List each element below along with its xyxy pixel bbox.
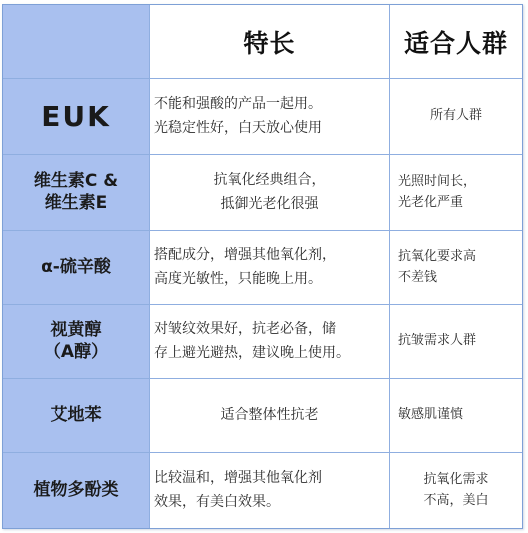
row-group-idebenone — [390, 379, 522, 453]
row-group-retinol — [390, 305, 522, 379]
row-name-line: EUK — [41, 100, 111, 133]
feature-line: 效果，有美白效果。 — [154, 493, 280, 510]
feature-line: 对皱纹效果好，抗老必备，储 — [154, 320, 336, 337]
row-name-line: （A醇） — [43, 341, 109, 362]
row-feature-retinol — [150, 305, 390, 379]
row-group-euk — [390, 79, 522, 155]
row-name-line: 艾地苯 — [50, 404, 102, 425]
comparison-table — [2, 4, 523, 529]
row-name-plant-polyphenols — [3, 453, 150, 528]
row-name-euk — [3, 79, 150, 155]
row-name-line: 植物多酚类 — [33, 479, 119, 500]
row-feature-vitamin-ce — [150, 155, 390, 231]
group-line: 光照时间长， — [398, 173, 477, 189]
feature-line: 抵御光老化很强 — [220, 195, 319, 212]
feature-line: 存上避光避热，建议晚上使用。 — [154, 344, 350, 361]
row-feature-idebenone — [150, 379, 390, 453]
feature-line: 比较温和，增强其他氧化剂 — [154, 469, 322, 486]
group-line: 所有人群 — [429, 108, 482, 124]
group-line: 抗氧化需求 — [423, 471, 489, 487]
header-feature: 特长 — [150, 5, 390, 79]
header-suitable-group: 适合人群 — [390, 5, 522, 79]
row-name-vitamin-ce — [3, 155, 150, 231]
row-group-alpha-lipoic-acid — [390, 231, 522, 305]
feature-line: 搭配成分，增强其他氧化剂， — [154, 246, 336, 263]
row-feature-euk — [150, 79, 390, 155]
row-group-vitamin-ce — [390, 155, 522, 231]
row-name-line: α-硫辛酸 — [41, 256, 111, 277]
group-line: 抗氧化要求高 — [398, 248, 477, 264]
feature-line: 不能和强酸的产品一起用。 — [154, 95, 322, 112]
group-line: 不高，美白 — [423, 492, 489, 508]
row-feature-plant-polyphenols — [150, 453, 390, 528]
row-name-line: 维生素E — [44, 192, 108, 213]
feature-line: 高度光敏性，只能晚上用。 — [154, 270, 322, 287]
row-name-alpha-lipoic-acid — [3, 231, 150, 305]
header-corner-cell — [3, 5, 150, 79]
row-group-plant-polyphenols — [390, 453, 522, 528]
row-name-idebenone — [3, 379, 150, 453]
group-line: 光老化严重 — [398, 194, 464, 210]
row-feature-alpha-lipoic-acid — [150, 231, 390, 305]
feature-line: 抗氧化经典组合， — [213, 171, 326, 188]
row-name-line: 视黄醇 — [50, 320, 102, 341]
feature-line: 光稳定性好，白天放心使用 — [154, 119, 322, 136]
group-line: 抗皱需求人群 — [398, 333, 477, 349]
group-line: 不差钱 — [398, 269, 438, 285]
row-name-retinol — [3, 305, 150, 379]
row-name-line: 维生素C & — [33, 171, 119, 192]
feature-line: 适合整体性抗老 — [220, 406, 319, 423]
group-line: 敏感肌谨慎 — [398, 407, 464, 423]
